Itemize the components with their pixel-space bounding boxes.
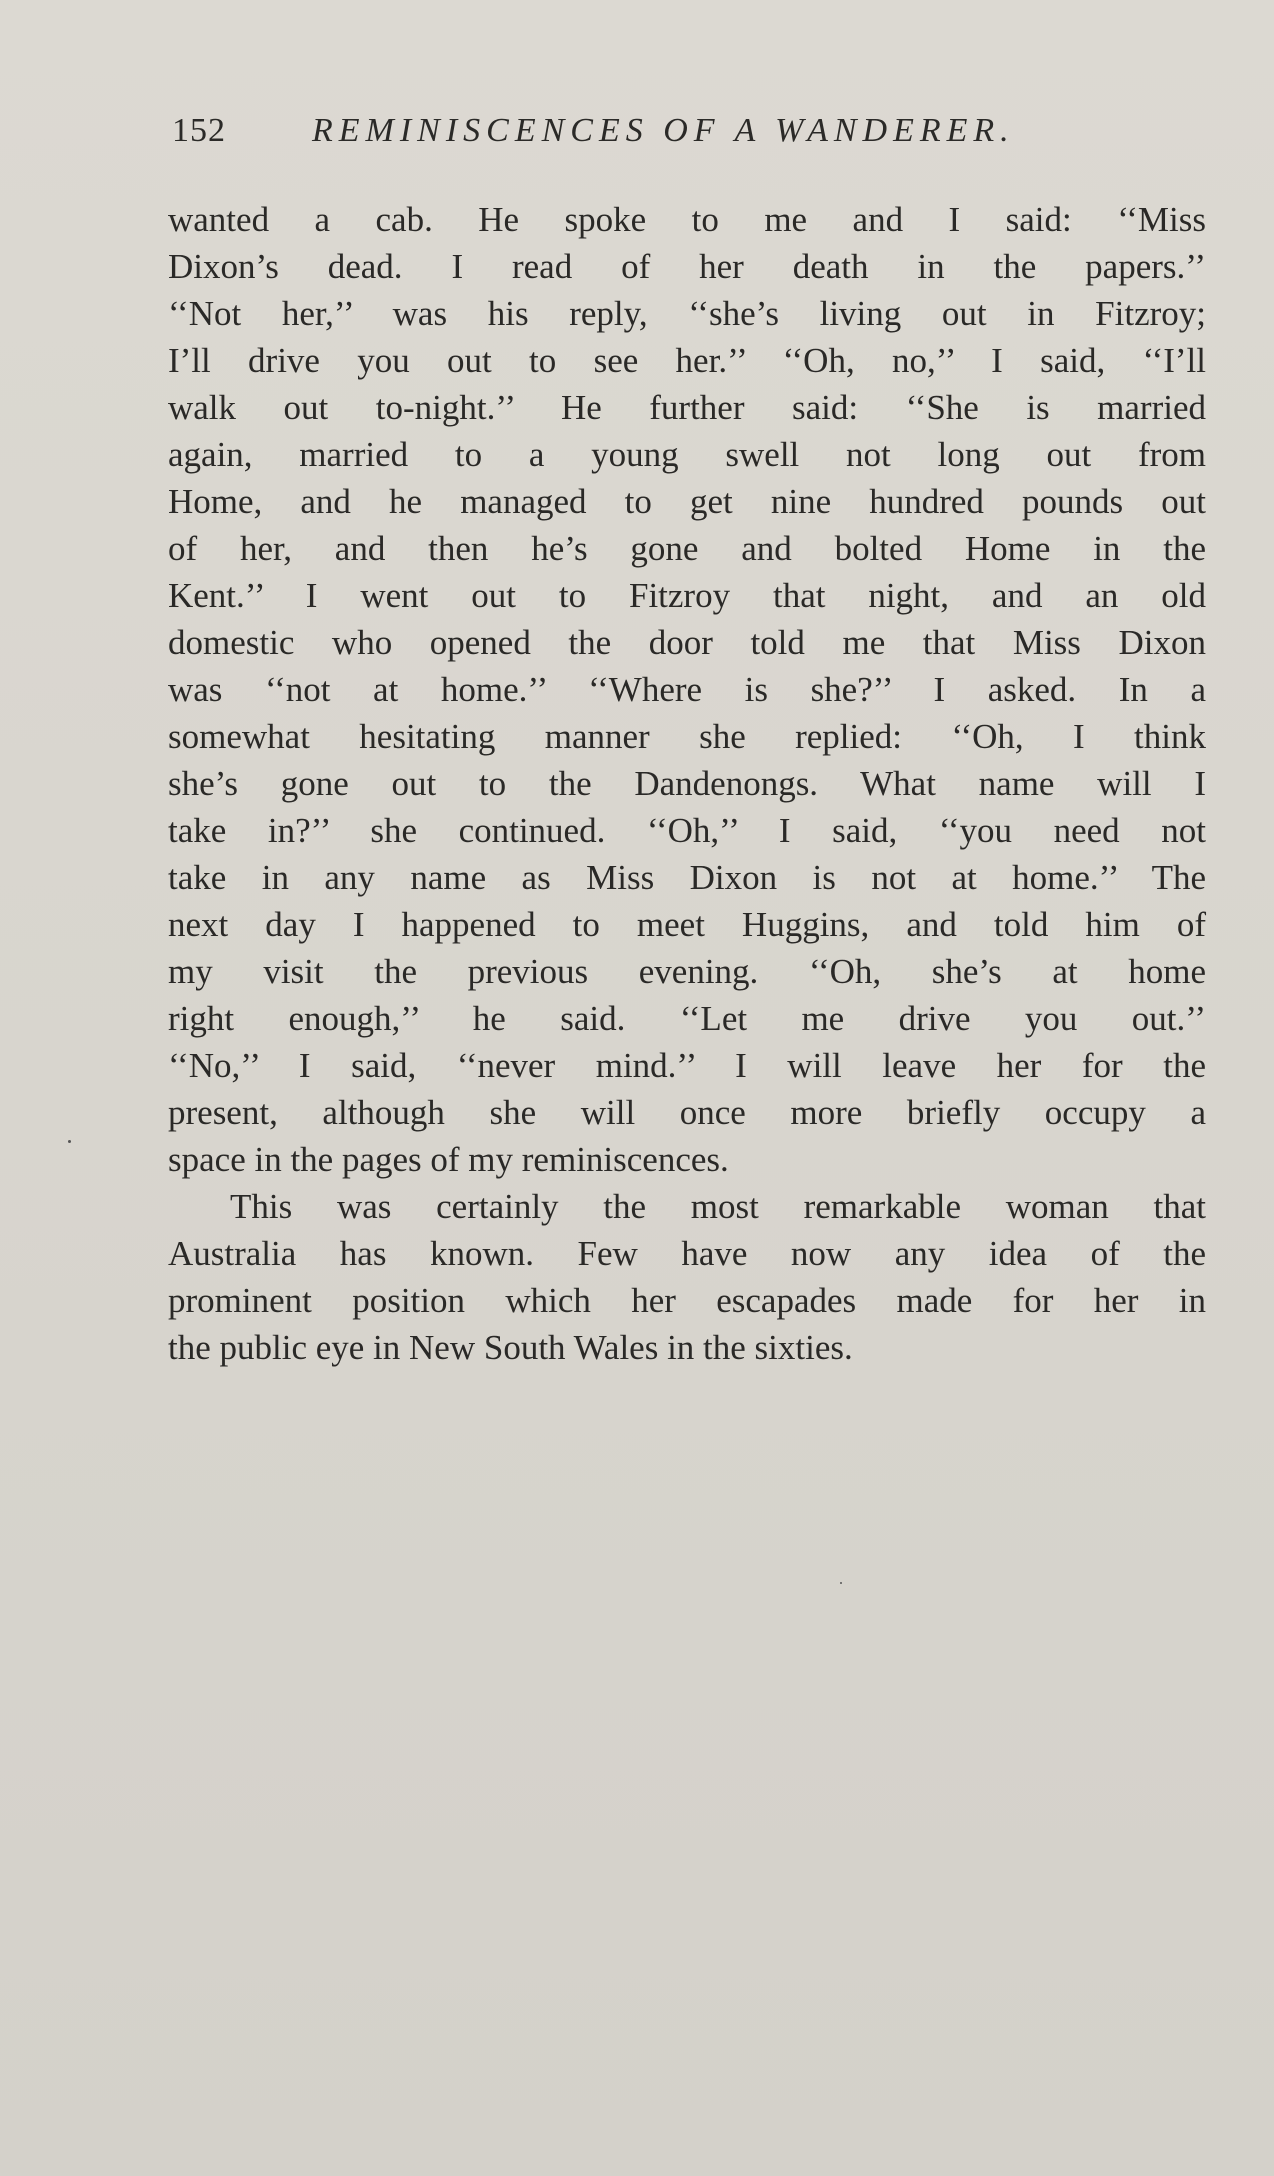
text-line: prominent position which her escapades made for her in [168, 1281, 1206, 1320]
text-line: I’ll drive you out to see her.’’ ‘‘Oh, no,’’ I said, ‘‘I’ll [168, 341, 1206, 380]
paper-speck [68, 1140, 71, 1143]
text-line: walk out to-night.’’ He further said: ‘‘She is married [168, 388, 1206, 427]
text-line: somewhat hesitating manner she replied: ‘‘Oh, I think [168, 717, 1206, 756]
text-line: This was certainly the most remarkable woman that [230, 1187, 1206, 1226]
body-text [168, 196, 1206, 1371]
page-header [172, 112, 1104, 162]
running-title: REMINISCENCES OF A WANDERER. [312, 112, 1015, 149]
text-line: my visit the previous evening. ‘‘Oh, she’s at home [168, 952, 1206, 991]
text-line: of her, and then he’s gone and bolted Home in the [168, 529, 1206, 568]
text-line: she’s gone out to the Dandenongs. What name will I [168, 764, 1206, 803]
text-line: the public eye in New South Wales in the sixties. [168, 1328, 853, 1367]
text-line: was ‘‘not at home.’’ ‘‘Where is she?’’ I asked. In a [168, 670, 1206, 709]
text-line: domestic who opened the door told me that Miss Dixon [168, 623, 1206, 662]
text-line: wanted a cab. He spoke to me and I said: ‘‘Miss [168, 200, 1206, 239]
paragraph-2 [168, 1183, 1206, 1371]
paragraph-1 [168, 196, 1206, 1183]
text-line: Kent.’’ I went out to Fitzroy that night, and an old [168, 576, 1206, 615]
text-line: take in?’’ she continued. ‘‘Oh,’’ I said, ‘‘you need not [168, 811, 1206, 850]
text-line: Australia has known. Few have now any idea of the [168, 1234, 1206, 1273]
text-line: again, married to a young swell not long out from [168, 435, 1206, 474]
text-line: ‘‘No,’’ I said, ‘‘never mind.’’ I will leave her for the [168, 1046, 1206, 1085]
text-line: present, although she will once more briefly occupy a [168, 1093, 1206, 1132]
text-line: ‘‘Not her,’’ was his reply, ‘‘she’s living out in Fitzroy; [168, 294, 1206, 333]
text-line: Dixon’s dead. I read of her death in the papers.’’ [168, 247, 1206, 286]
text-line: take in any name as Miss Dixon is not at home.’’ The [168, 858, 1206, 897]
text-line: right enough,’’ he said. ‘‘Let me drive you out.’’ [168, 999, 1206, 1038]
text-line: space in the pages of my reminiscences. [168, 1140, 729, 1179]
text-line: Home, and he managed to get nine hundred pounds out [168, 482, 1206, 521]
paper-speck [840, 1582, 842, 1584]
page-number: 152 [172, 112, 226, 149]
text-line: next day I happened to meet Huggins, and told him of [168, 905, 1206, 944]
